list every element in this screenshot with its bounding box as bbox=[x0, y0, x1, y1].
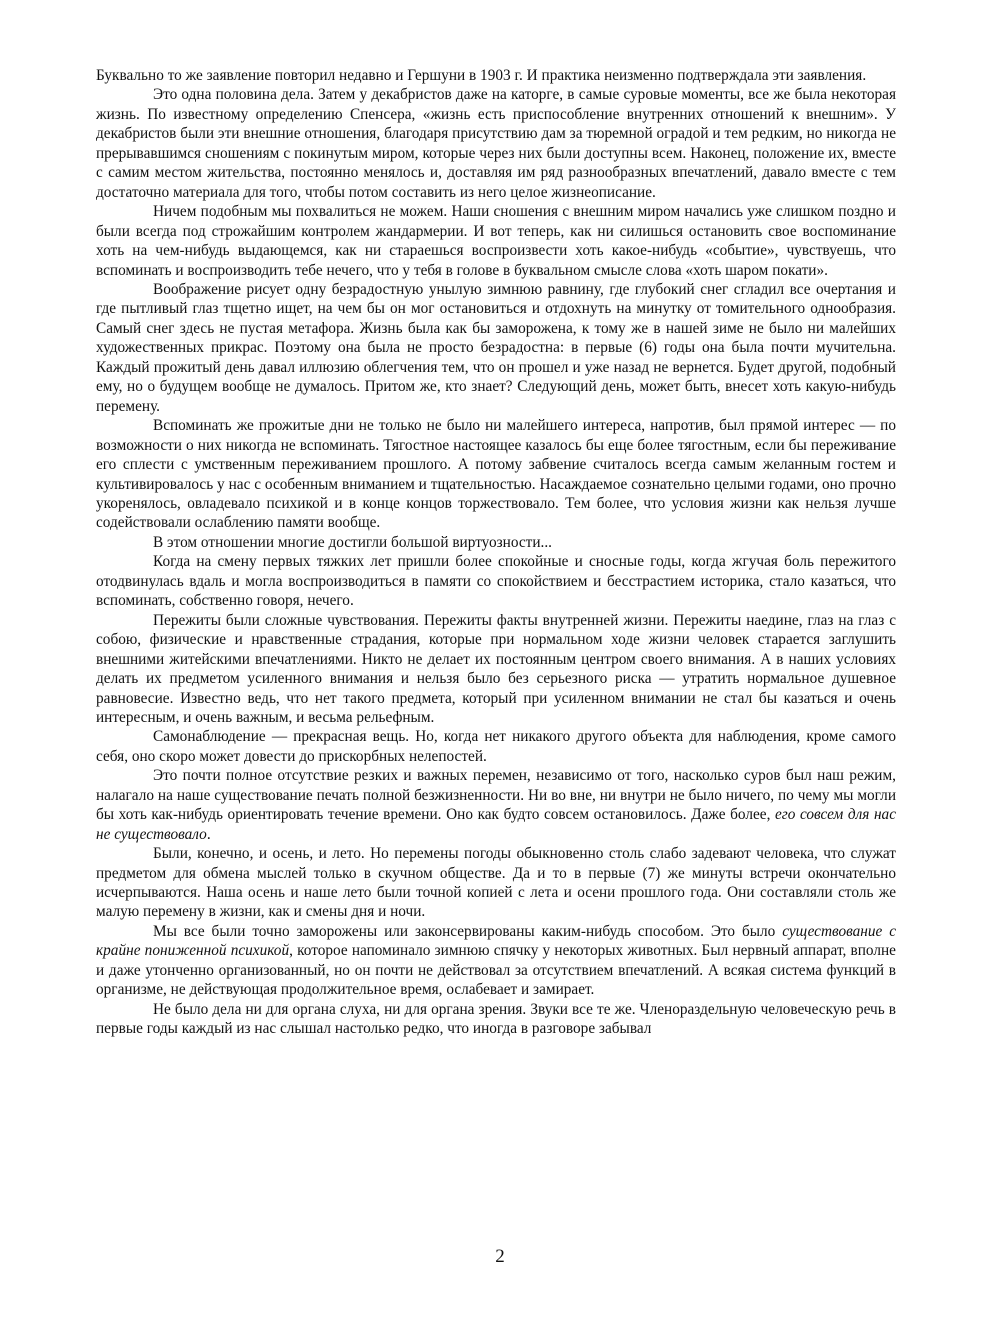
paragraph-2: Это одна половина дела. Затем у декабристов даже на каторге, в самые суровые моменты, все же была некоторая жизнь. По известному определению Спенсера, «жизнь есть приспособление внутренних отношений к внешним». У декабристов были эти внешние отношения, благодаря присутствию дам за тюремной оградой и тем редким, но никогда не прерывавшимся сношениям с покинутым миром, которые через них были доступны всем. Наконец, положение их, вместе с самим местом жительства, постоянно менялось и, доставляя им ряд разнообразных впечатлений, давало вместе с тем достаточно материала для того, чтобы потом составить из него целое жизнеописание. bbox=[96, 86, 896, 201]
paragraph-11: Были, конечно, и осень, и лето. Но перемены погоды обыкновенно столь слабо задевают человека, что служат предметом для обмена мыслей только в скучном обществе. Да и то в первые (7) же минуты встречи окончательно исчерпываются. Наша осень и наше лето были точной копией с лета и осени прошлого года. Они составляли столь же малую перемену в жизни, как и смены дня и ночи. bbox=[96, 845, 896, 921]
italic-phrase: существование с крайне пониженной психикой bbox=[96, 922, 896, 960]
paragraph-6: В этом отношении многие достигли большой виртуозности... bbox=[153, 533, 552, 551]
paragraph-4: Воображение рисует одну безрадостную унылую зимнюю равнину, где глубокий снег сгладил все очертания и где пытливый глаз тщетно ищет, на чем бы он мог остановиться и отдохнуть на минутку от томительного однообразия. Самый снег здесь не пустая метафора. Жизнь была как бы заморожена, к тому же в нашей зиме не было ни малейших художественных прикрас. Поэтому она была не просто безрадостна: в первые (6) годы она была почти мучительна. Каждый прожитый день давал иллюзию облегчения тем, что он прошел и уже назад не вернется. Будет другой, подобный ему, но о будущем вообще не думалось. Притом же, кто знает? Следующий день, может быть, внесет хоть какую-нибудь перемену. bbox=[96, 280, 896, 415]
paragraph-8: Пережиты были сложные чувствования. Пережиты факты внутренней жизни. Пережиты наедине, глаз на глаз с собою, физические и нравственные страдания, которые при нормальном ходе жизни человек старается заглушить внешними житейскими впечатлениями. Никто не делает их постоянным центром своего внимания. А в наших условиях делать их предметом усиленного внимания и нельзя было без серьезного риска — утратить нормальное душевное равновесие. Известно ведь, что нет такого предмета, который при усиленном внимании не стал бы казаться и очень интересным, и очень важным, и весьма рельефным. bbox=[96, 611, 896, 726]
paragraph-1: Буквально то же заявление повторил недавно и Гершуни в 1903 г. И практика неизменно подтверждала эти заявления. bbox=[96, 67, 867, 84]
italic-phrase: его совсем для нас не существовало bbox=[96, 806, 896, 843]
page-number: 2 bbox=[495, 1246, 505, 1267]
paragraph-7: Когда на смену первых тяжких лет пришли более спокойные и сносные годы, когда жгучая боль пережитого отодвинулась вдаль и могла воспроизводиться в памяти со спокойствием и бесстрастием историка, стало казаться, что вспоминать, собственно говоря, нечего. bbox=[96, 553, 896, 610]
page-body bbox=[96, 66, 896, 1039]
paragraph-12: Мы все были точно заморожены или законсервированы каким-нибудь способом. Это было существование с крайне пониженной психикой, которое напоминало зимнюю спячку у некоторых животных. Был нервный аппарат, вполне и даже утонченно организованный, но он почти не действовал за отсутствием впечатлений. А всякая система функций в организме, не действующая продолжительное время, ослабевает и замирает. bbox=[96, 922, 896, 999]
paragraph-9: Самонаблюдение — прекрасная вещь. Но, когда нет никакого другого объекта для наблюдения, кроме самого себя, оно скоро может довести до прискорбных нелепостей. bbox=[96, 728, 896, 765]
paragraph-13: Не было дела ни для органа слуха, ни для органа зрения. Звуки все те же. Членораздельную человеческую речь в первые годы каждый из нас слышал настолько редко, что иногда в разговоре забывал bbox=[96, 1000, 896, 1038]
paragraph-5: Вспоминать же прожитые дни не только не было ни малейшего интереса, напротив, был прямой интерес — по возможности о них никогда не вспоминать. Тягостное настоящее казалось бы еще более тягостным, если бы переживание его сплести с умственным переживанием прошлого. А потому забвение считалось всегда самым желанным гостем и культивировалось у нас с особенным вниманием и тщательностью. Насаждаемое сознательно целыми годами, оно прочно укоренялось, овладевало психикой и в конце концов торжествовало. Тем более, что условия жизни как нельзя лучше содействовали ослаблению памяти вообще. bbox=[96, 417, 896, 532]
paragraph-3: Ничем подобным мы похвалиться не можем. Наши сношения с внешним миром начались уже слишком поздно и были всегда под строжайшим контролем жандармерии. И вот теперь, как ни силишься остановить свое воспоминание хоть на чем-нибудь выдающемся, как ни стараешься воспроизвести хоть какое-нибудь «событие», чувствуешь, что вспоминать и воспроизводить тебе нечего, что у тебя в голове в буквальном смысле слова «хоть шаром покати». bbox=[96, 203, 896, 279]
paragraph-10: Это почти полное отсутствие резких и важных перемен, независимо от того, насколько суров был наш режим, налагало на наше существование печать полной безжизненности. Ни во вне, ни внутри не было ничего, по чему мы могли бы хоть как-нибудь ориентировать течение времени. Оно как будто совсем остановилось. Даже более, его совсем для нас не существовало. bbox=[96, 767, 896, 843]
